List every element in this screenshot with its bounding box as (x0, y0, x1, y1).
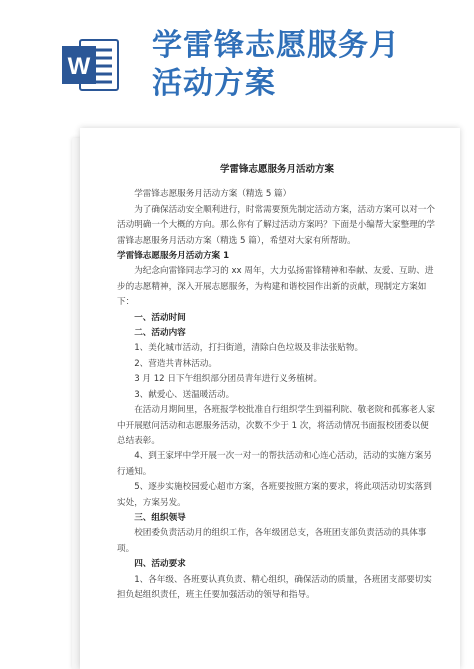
banner (0, 0, 474, 120)
document-paragraph: 为了确保活动安全顺利进行，时常需要预先制定活动方案，活动方案可以对一个活动明确一个大概的方向。那么你有了解过活动方案吗？下面是小编帮大家整理的学雷锋志愿服务月活动方案（精选 5 篇），希望对大家有所帮助。 (117, 204, 435, 246)
document-paragraph: 二、活动内容 (134, 328, 186, 339)
document-paragraph: 在活动月期间里，各班报学校批准自行组织学生到福利院、敬老院和孤寡老人家中开展慰问活动和志愿服务活动，次数不少于 1 次，将活动情况书面报校团委以便总结表彰。 (117, 405, 435, 446)
document-paragraph: 4、到王家坪中学开展一次一对一的帮扶活动和心连心活动，活动的实施方案另行通知。 (117, 451, 432, 477)
word-document-icon (62, 36, 120, 94)
document-paragraph: 1、美化城市活动，打扫街道，清除白色垃圾及非法张贴物。 (134, 343, 364, 354)
document-body (117, 162, 437, 603)
document-paragraph: 2、营造共青林活动。 (134, 358, 217, 369)
document-paragraphs (117, 187, 437, 603)
banner-title (152, 27, 462, 103)
document-paragraph: 为纪念向雷锋同志学习的 xx 周年，大力弘扬雷锋精神和奉献、友爱、互助、进步的志愿精神，深入开展志愿服务，为构建和谐校园作出新的贡献，现制定方案如下： (117, 266, 434, 308)
document-paragraph: 学雷锋志愿服务月活动方案 1 (117, 251, 230, 262)
document-paragraph: 5、逐步实施校园爱心超市方案，各班要按照方案的要求，将此项活动切实落到实处，方案另发。 (117, 482, 432, 508)
document-page (80, 128, 460, 669)
banner-title-line2: 活动方案 (152, 66, 276, 101)
banner-title-line1: 学雷锋志愿服务月 (152, 28, 400, 63)
document-paragraph: 校团委负责活动月的组织工作，各年级团总支，各班团支部负责活动的具体事项。 (117, 528, 427, 554)
document-paragraph: 三、组织领导 (134, 512, 186, 523)
document-title: 学雷锋志愿服务月活动方案 (219, 164, 334, 175)
document-paragraph: 3、献爱心、送温暖活动。 (134, 389, 235, 400)
document-paragraph: 3 月 12 日下午组织部分团员青年进行义务植树。 (134, 374, 323, 385)
document-paragraph: 四、活动要求 (134, 559, 186, 570)
document-paragraph: 学雷锋志愿服务月活动方案（精选 5 篇） (134, 189, 292, 200)
document-paragraph: 1、各年级、各班要认真负责、精心组织，确保活动的质量，各班团支部要切实担负起组织责任，班主任要加强活动的领导和指导。 (117, 574, 432, 600)
document-paragraph: 一、活动时间 (134, 312, 186, 323)
word-logo-letter: W (67, 53, 91, 80)
